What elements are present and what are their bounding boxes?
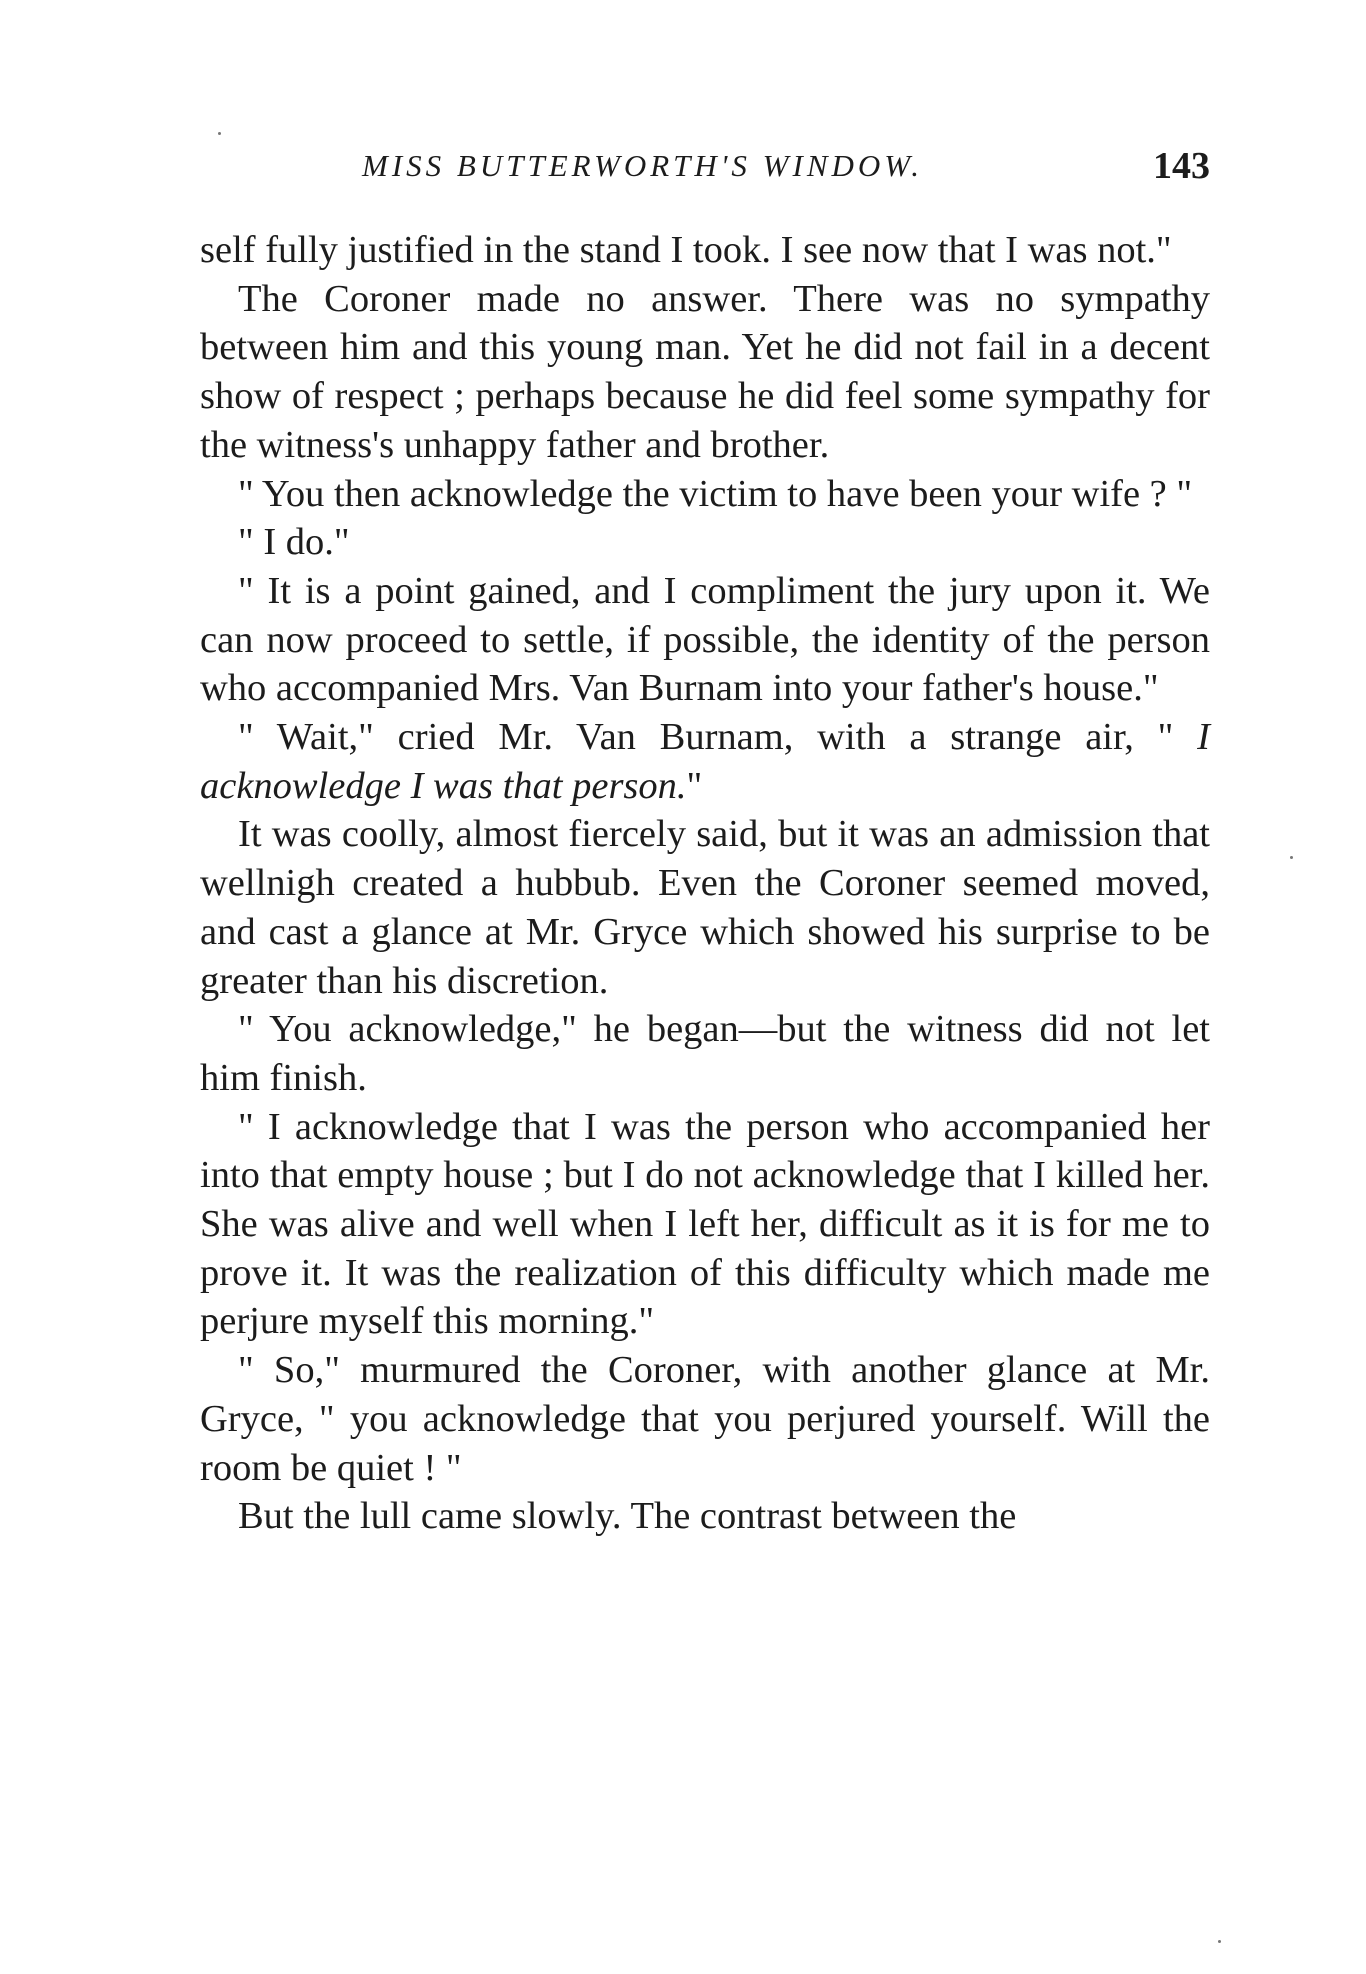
paper-speck bbox=[1218, 1940, 1221, 1943]
paper-speck bbox=[1290, 856, 1293, 859]
paper-speck bbox=[218, 132, 221, 135]
paragraph: But the lull came slowly. The contrast between the bbox=[238, 1495, 1017, 1538]
paragraph: It was coolly, almost fiercely said, but it was an admission that wellnigh created a hubbub. Even the Coroner seemed moved, and cast a glance at Mr. Gryce which showed his surprise to be greater than his discretion. bbox=[200, 813, 1210, 1002]
paragraph: " So," murmured the Coroner, with another glance at Mr. Gryce, " you acknowledge that you perjured yourself. Will the room be quiet ! " bbox=[200, 1349, 1210, 1489]
paragraph: " I do." bbox=[238, 521, 350, 564]
page-number: 143 bbox=[1153, 145, 1210, 187]
paragraph: The Coroner made no answer. There was no sympathy between him and this young man. Yet he did not fail in a decent show of respect ; perhaps because he did feel some sympathy for the witness's unhappy father and brother. bbox=[200, 277, 1210, 466]
paragraph: " I acknowledge that I was the person who accompanied her into that empty house ; but I do not acknowledge that I killed her. She was alive and well when I left her, difficult as it is for me to prove it. It was the realization of this difficulty which made me perjure myself this morning." bbox=[200, 1105, 1210, 1343]
running-title: MISS BUTTERWORTH'S WINDOW. bbox=[362, 148, 923, 183]
paragraph bbox=[200, 713, 1210, 810]
paragraph-continuation: self fully justified in the stand I took. I see now that I was not." bbox=[200, 229, 1172, 271]
running-head bbox=[200, 140, 1210, 196]
paragraph-text: " bbox=[686, 764, 703, 807]
paragraph: " It is a point gained, and I compliment the jury upon it. We can now proceed to settle, if possible, the identity of the person who accompanied Mrs. Van Burnam into your father's house." bbox=[200, 569, 1210, 710]
italic-quote: I acknowledge I was that person. bbox=[200, 716, 1210, 807]
paragraph: " You then acknowledge the victim to have been your wife ? " bbox=[238, 472, 1193, 515]
body-text bbox=[200, 226, 1210, 1541]
paragraph-text: " Wait," cried Mr. Van Burnam, with a strange air, " bbox=[238, 716, 1198, 759]
paragraph: " You acknowledge," he began—but the witness did not let him finish. bbox=[200, 1008, 1210, 1099]
